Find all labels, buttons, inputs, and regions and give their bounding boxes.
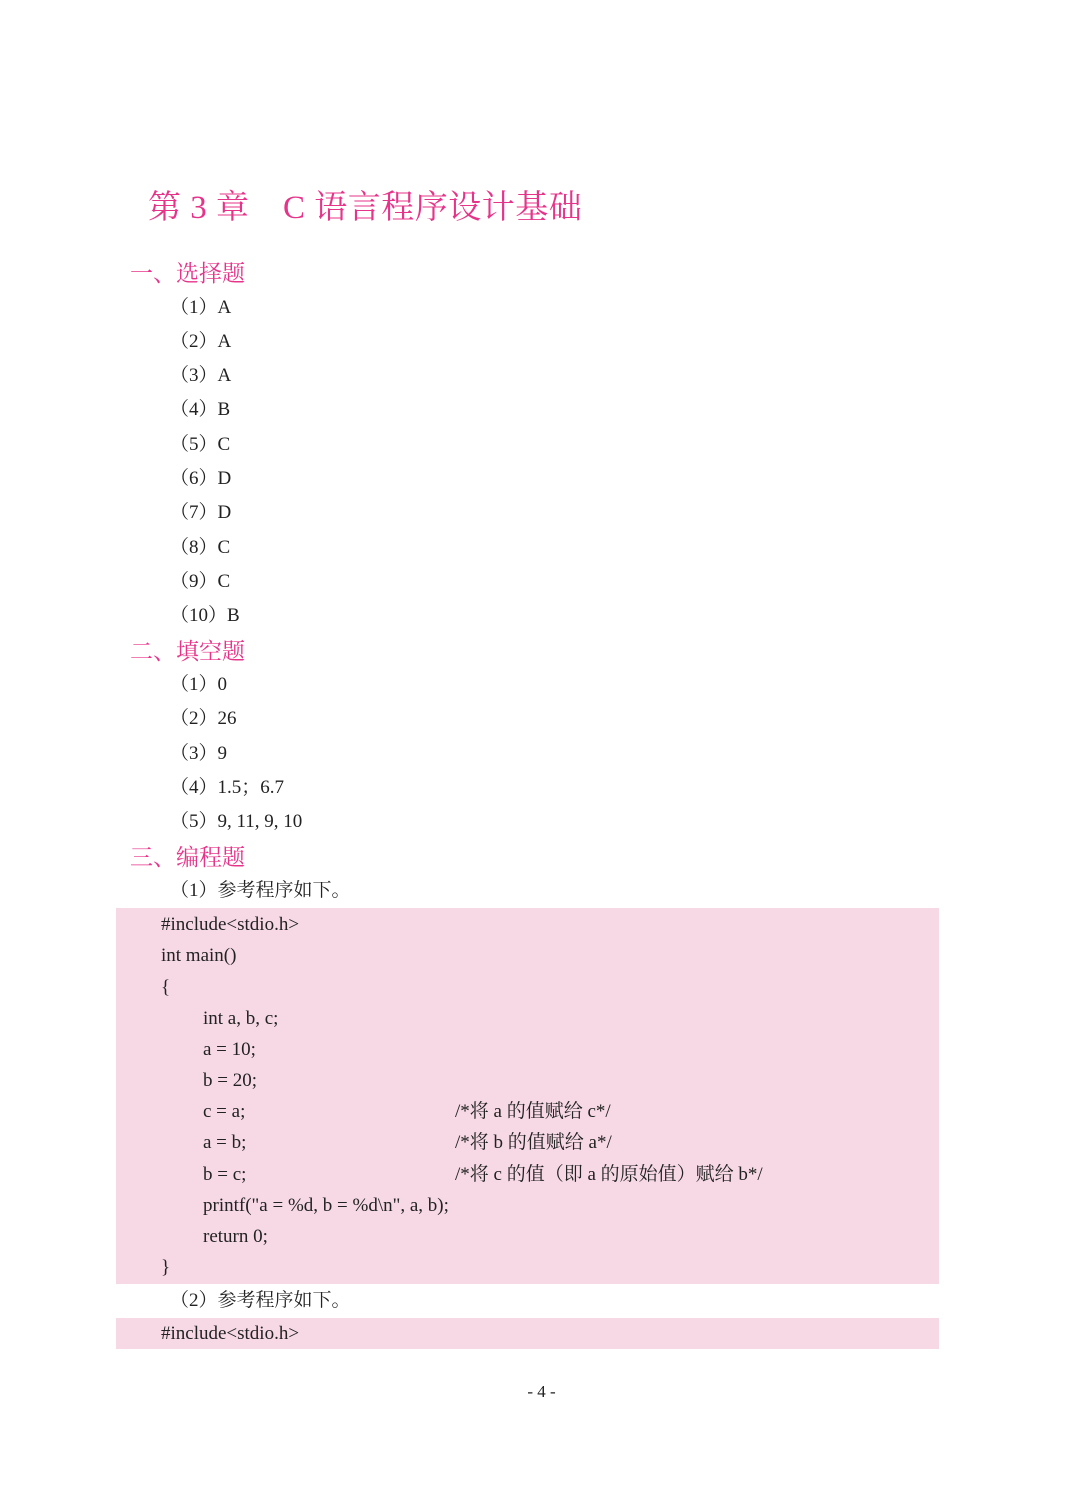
code-comment: /*将 c 的值（即 a 的原始值）赋给 b*/ [455,1164,763,1185]
code-line: int a, b, c; [203,1008,279,1029]
code-block-2 [116,1318,939,1349]
section-heading-fill: 二、填空题 [130,639,245,665]
code-line: b = 20; [203,1070,257,1091]
choice-answer-5: （5）C [170,434,231,455]
fill-answer-4: （4）1.5；6.7 [170,777,285,798]
code-line: return 0; [203,1226,268,1247]
code-line: } [161,1257,171,1278]
program-2-intro: （2）参考程序如下。 [170,1290,351,1311]
choice-answer-7: （7）D [170,502,232,523]
choice-answer-3: （3）A [170,365,232,386]
fill-answer-1: （1）0 [170,674,228,695]
choice-answer-9: （9）C [170,571,231,592]
choice-answer-8: （8）C [170,537,231,558]
choice-answer-2: （2）A [170,331,232,352]
code-line: #include<stdio.h> [161,1323,300,1344]
code-line: a = b; [203,1132,247,1153]
code-line: int main() [161,945,237,966]
code-block-1 [116,908,939,1284]
fill-answer-5: （5）9, 11, 9, 10 [170,811,303,832]
choice-answer-6: （6）D [170,468,232,489]
program-1-intro: （1）参考程序如下。 [170,880,351,901]
code-comment: /*将 b 的值赋给 a*/ [455,1132,612,1153]
code-comment: /*将 a 的值赋给 c*/ [455,1101,611,1122]
fill-answer-3: （3）9 [170,743,228,764]
code-line: a = 10; [203,1039,256,1060]
code-line: b = c; [203,1164,247,1185]
page-number: - 4 - [527,1382,556,1401]
choice-answer-4: （4）B [170,399,231,420]
code-line: printf("a = %d, b = %d\n", a, b); [203,1195,449,1216]
chapter-title: 第 3 章 C 语言程序设计基础 [148,190,583,226]
choice-answer-10: （10）B [170,605,240,626]
code-line: #include<stdio.h> [161,914,300,935]
code-line: { [161,977,171,998]
fill-answer-2: （2）26 [170,708,237,729]
code-line: c = a; [203,1101,246,1122]
section-heading-choice: 一、选择题 [130,261,245,287]
section-heading-programming: 三、编程题 [130,845,245,871]
choice-answer-1: （1）A [170,297,232,318]
